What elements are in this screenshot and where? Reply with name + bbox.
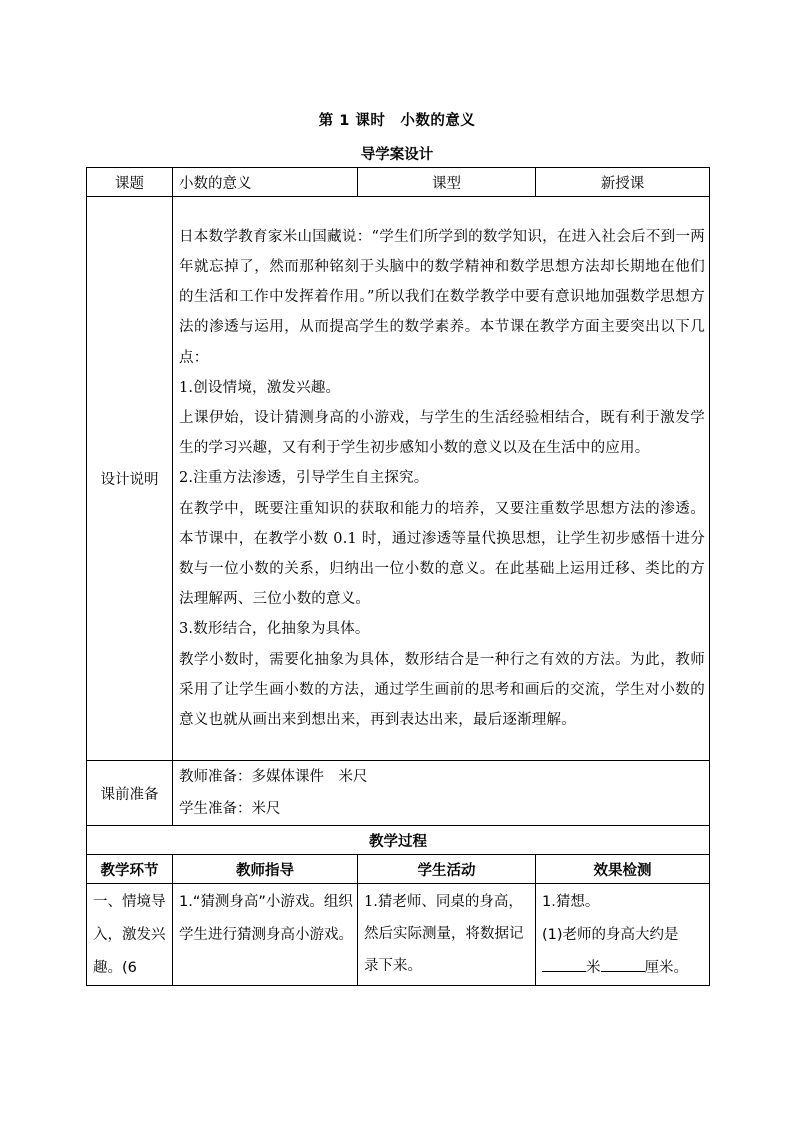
header-stage: 教学环节 [87,855,173,884]
design-paragraph: 上课伊始，设计猜测身高的小游戏，与学生的生活经验相结合，既有利于激发学生的学习兴趣，又有利于学生初步感知小数的意义以及在生活中的应用。 [179,409,705,457]
page-subtitle: 导学案设计 [360,147,434,163]
blank-line [601,957,645,972]
design-label: 设计说明 [87,197,173,761]
type-label: 课型 [358,168,536,197]
topic-label: 课题 [87,168,173,197]
activity-cell: 1.猜老师、同桌的身高，然后实际测量，将数据记录下来。 [358,884,536,986]
student-prep: 学生准备：米尺 [179,801,281,817]
design-paragraph: 1.创设情境，激发兴趣。 [179,379,341,396]
effect-line-1: 1.猜想。 [542,894,600,910]
stage-cell: 一、情境导入，激发兴趣。(6 [87,884,173,986]
type-value: 新授课 [536,168,710,197]
process-header-row [87,855,710,884]
guide-cell: 1.“猜测身高”小游戏。组织学生进行猜测身高小游戏。 [173,884,358,986]
blank-line [542,957,586,972]
design-paragraph: 在教学中，既要注重知识的获取和能力的培养，又要注重数学思想方法的渗透。本节课中，在教学小数 0.1 时，通过渗透等量代换思想，让学生初步感悟十进分数与一位小数的关系，归纳出一位小数的意义。在此基础上运用迁移、类比的方法理解两、三位小数的意义。 [179,500,705,608]
info-row [87,168,710,197]
prep-label: 课前准备 [87,761,173,826]
topic-value: 小数的意义 [173,168,358,197]
header-effect: 效果检测 [536,855,710,884]
process-title-row [87,826,710,855]
effect-cell [536,884,710,986]
effect-line-2: (1)老师的身高大约是 [542,927,679,943]
unit-meter: 米 [586,960,601,976]
effect-line-3 [542,952,705,985]
design-description [173,197,710,761]
process-row [87,884,710,986]
design-paragraph: 2.注重方法渗透，引导学生自主探究。 [179,470,429,487]
unit-centimeter: 厘米。 [644,960,688,976]
process-title: 教学过程 [87,826,710,855]
design-paragraph: 日本数学教育家米山国藏说：“学生们所学到的数学知识，在进入社会后不到一两年就忘掉了，然而那种铭刻于头脑中的数学精神和数学思想方法却长期地在他们的生活和工作中发挥着作用。”所以我们在数学教学中要有意识地加强数学思想方法的渗透与运用，从而提高学生的数学素养。本节课在教学方面主要突出以下几点： [179,228,705,366]
prep-row [87,761,710,826]
design-row [87,197,710,761]
design-paragraph: 3.数形结合，化抽象为具体。 [179,621,370,638]
header-activity: 学生活动 [358,855,536,884]
design-paragraph: 教学小数时，需要化抽象为具体，数形结合是一种行之有效的方法。为此，教师采用了让学生画小数的方法，通过学生画前的思考和画后的交流，学生对小数的意义也就从画出来到想出来，再到表达出来，最后逐渐理解。 [179,651,705,729]
prep-content [173,761,710,826]
teacher-prep: 教师准备：多媒体课件 米尺 [179,769,368,785]
lesson-plan-table [86,167,710,986]
header-guide: 教师指导 [173,855,358,884]
page-title: 第 1 课时 小数的意义 [318,113,476,129]
